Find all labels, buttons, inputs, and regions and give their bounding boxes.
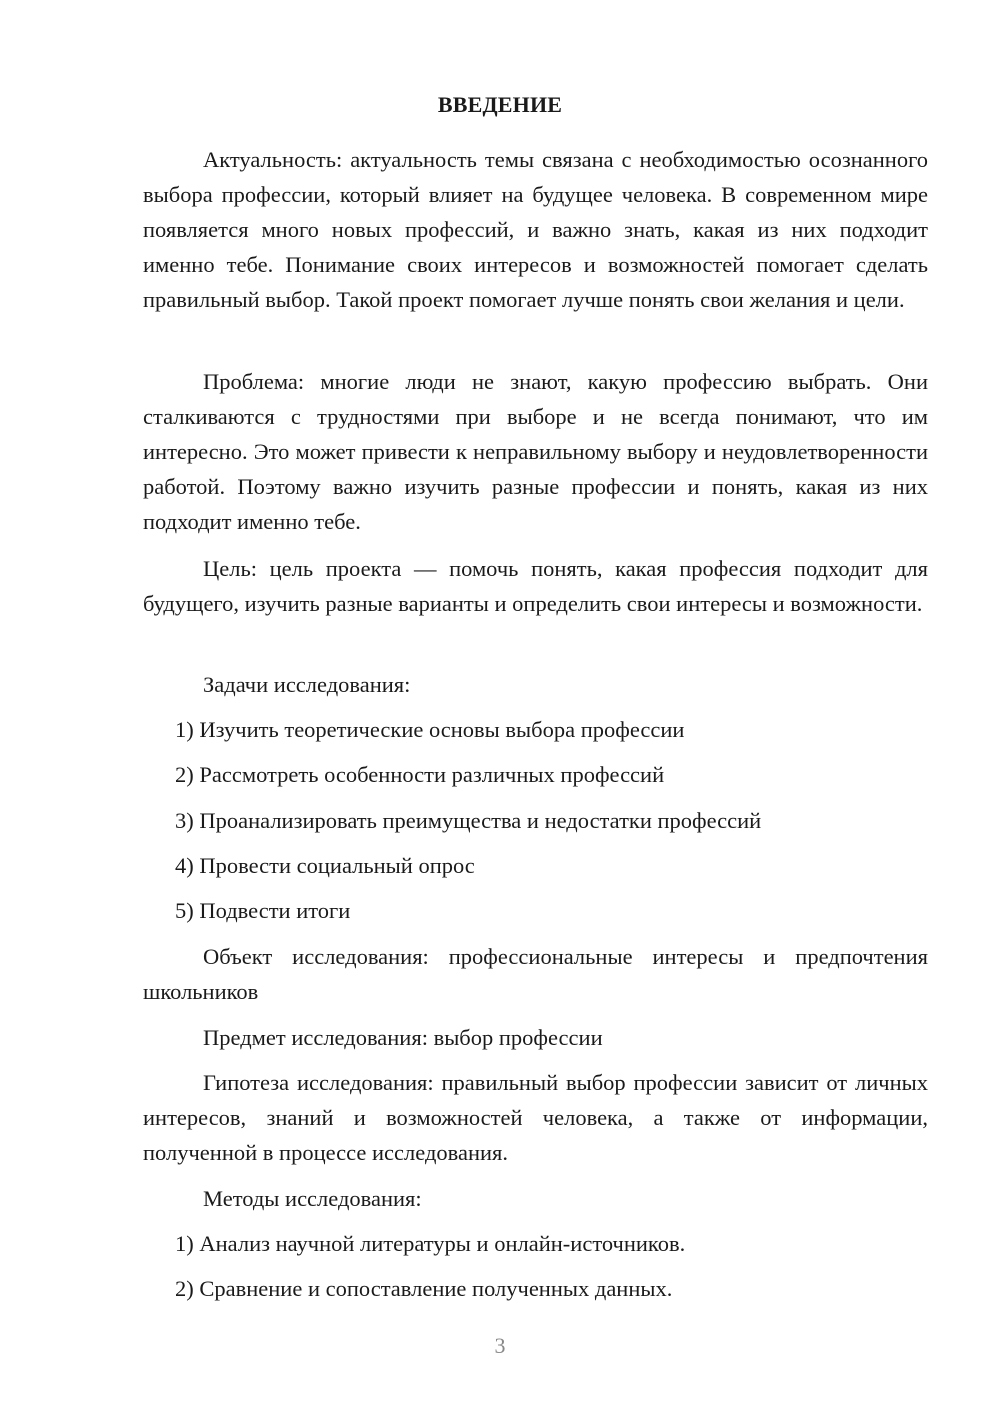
method-item: 1) Анализ научной литературы и онлайн-источников. [175,1231,686,1256]
page-title: ВВЕДЕНИЕ [437,92,563,117]
problem-paragraph: Проблема: многие люди не знают, какую профессию выбрать. Они сталкиваются с трудностями при выборе и не всегда понимают, что им интересно. Это может привести к неправильному выбору и неудовлетворенности работой. Поэтому важно изучить разные профессии и понять, какая из них подходит именно тебе. [143,369,928,534]
task-item: 4) Провести социальный опрос [175,853,475,878]
relevance-paragraph: Актуальность: актуальность темы связана с необходимостью осознанного выбора профессии, который влияет на будущее человека. В современном мире появляется много новых профессий, и важно знать, какая из них подходит именно тебе. Понимание своих интересов и возможностей помогает сделать правильный выбор. Такой проект помогает лучше понять свои желания и цели. [143,147,928,312]
method-item: 2) Сравнение и сопоставление полученных данных. [175,1276,673,1301]
task-item: 5) Подвести итоги [175,898,351,923]
goal-paragraph: Цель: цель проекта — помочь понять, какая профессия подходит для будущего, изучить разные варианты и определить свои интересы и возможности. [143,556,928,616]
methods-heading: Методы исследования: [203,1186,422,1211]
hypothesis-paragraph: Гипотеза исследования: правильный выбор профессии зависит от личных интересов, знаний и возможностей человека, а также от информации, полученной в процессе исследования. [143,1070,928,1165]
tasks-heading: Задачи исследования: [203,672,411,697]
page-number: 3 [494,1333,506,1358]
subject-line: Предмет исследования: выбор профессии [203,1025,603,1050]
task-item: 1) Изучить теоретические основы выбора профессии [175,717,685,742]
task-item: 3) Проанализировать преимущества и недостатки профессий [175,808,762,833]
task-item: 2) Рассмотреть особенности различных профессий [175,762,665,787]
object-paragraph: Объект исследования: профессиональные интересы и предпочтения школьников [143,944,928,1004]
